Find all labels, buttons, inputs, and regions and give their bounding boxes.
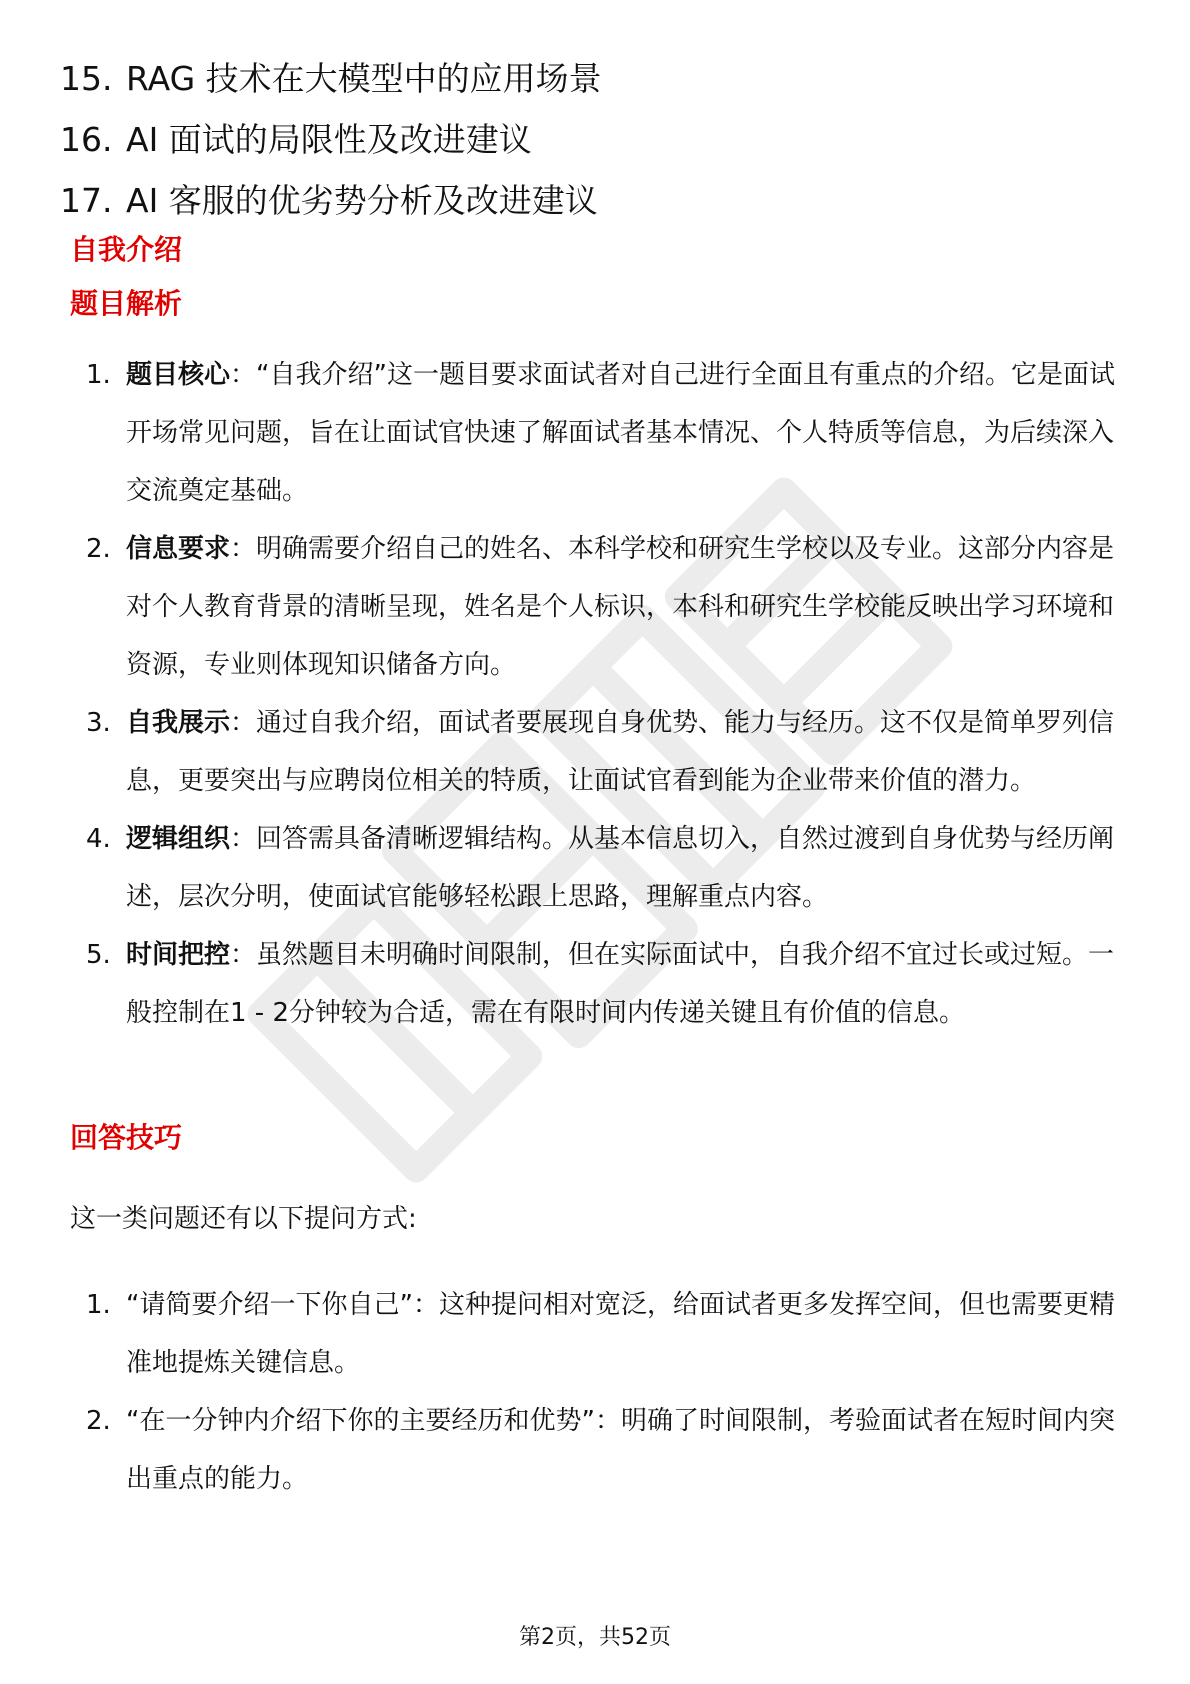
tips-intro: 这一类问题还有以下提问方式: [70,1204,417,1234]
list-item-text: AI 面试的局限性及改进建议 [126,120,532,159]
list-item-text: AI 客服的优劣势分析及改进建议 [126,181,598,220]
analysis-item [70,346,1115,520]
item-separator: ： [230,940,257,970]
item-term: 题目核心 [126,360,231,390]
item-body [126,694,1115,810]
item-number: 3. [86,708,111,738]
item-text: 回答需具备清晰逻辑结构。从基本信息切入，自然过渡到自身优势与经历阐述，层次分明，使面试官能够轻松跟上思路，理解重点内容。 [126,824,1115,912]
item-term: 逻辑组织 [126,824,231,854]
item-term: 时间把控 [126,940,231,970]
item-text: “请简要介绍一下你自己”：这种提问相对宽泛，给面试者更多发挥空间，但也需要更精准地提炼关键信息。 [126,1290,1115,1378]
item-text: 通过自我介绍，面试者要展现自身优势、能力与经历。这不仅是简单罗列信息，更要突出与应聘岗位相关的特质，让面试官看到能为企业带来价值的潜力。 [126,708,1115,796]
tips-heading: 回答技巧 [70,1121,183,1154]
item-term: 信息要求 [126,534,231,564]
item-text: 虽然题目未明确时间限制，但在实际面试中，自我介绍不宜过长或过短。一般控制在1 - 2分钟较为合适，需在有限时间内传递关键且有价值的信息。 [126,940,1115,1028]
list-item-number: 17. [60,181,113,220]
item-number: 5. [86,940,111,970]
list-item-number: 16. [60,120,113,159]
question-list-continued [60,48,602,231]
list-item [60,109,602,170]
section-title: 自我介绍 [70,233,183,266]
item-term: 自我展示 [126,708,231,738]
analysis-heading: 题目解析 [70,287,183,320]
item-text: “自我介绍”这一题目要求面试者对自己进行全面且有重点的介绍。它是面试开场常见问题，旨在让面试官快速了解面试者基本情况、个人特质等信息，为后续深入交流奠定基础。 [126,360,1115,506]
item-body [126,520,1115,694]
item-separator: ： [230,824,257,854]
item-number: 1. [86,360,111,390]
tips-list [70,1276,1115,1508]
analysis-list [70,346,1115,1042]
list-item [60,170,602,231]
list-item-number: 15. [60,59,113,98]
item-number: 2. [86,534,111,564]
analysis-item [70,694,1115,810]
item-number: 1. [86,1290,111,1320]
page-footer: 第2页，共52页 [519,1625,671,1650]
item-body [126,810,1115,926]
item-text: 明确需要介绍自己的姓名、本科学校和研究生学校以及专业。这部分内容是对个人教育背景的清晰呈现，姓名是个人标识，本科和研究生学校能反映出学习环境和资源，专业则体现知识储备方向。 [126,534,1115,680]
item-body [126,346,1115,520]
list-item-text: RAG 技术在大模型中的应用场景 [126,59,602,98]
analysis-item [70,926,1115,1042]
analysis-item [70,520,1115,694]
item-separator: ： [230,708,257,738]
item-separator: ： [230,534,257,564]
list-item [60,48,602,109]
item-separator: ： [230,360,257,390]
item-number: 4. [86,824,111,854]
item-number: 2. [86,1406,111,1436]
tips-item [70,1276,1115,1392]
analysis-item [70,810,1115,926]
item-text: “在一分钟内介绍下你的主要经历和优势”：明确了时间限制，考验面试者在短时间内突出重点的能力。 [126,1406,1115,1494]
tips-item [70,1392,1115,1508]
item-body [126,926,1115,1042]
